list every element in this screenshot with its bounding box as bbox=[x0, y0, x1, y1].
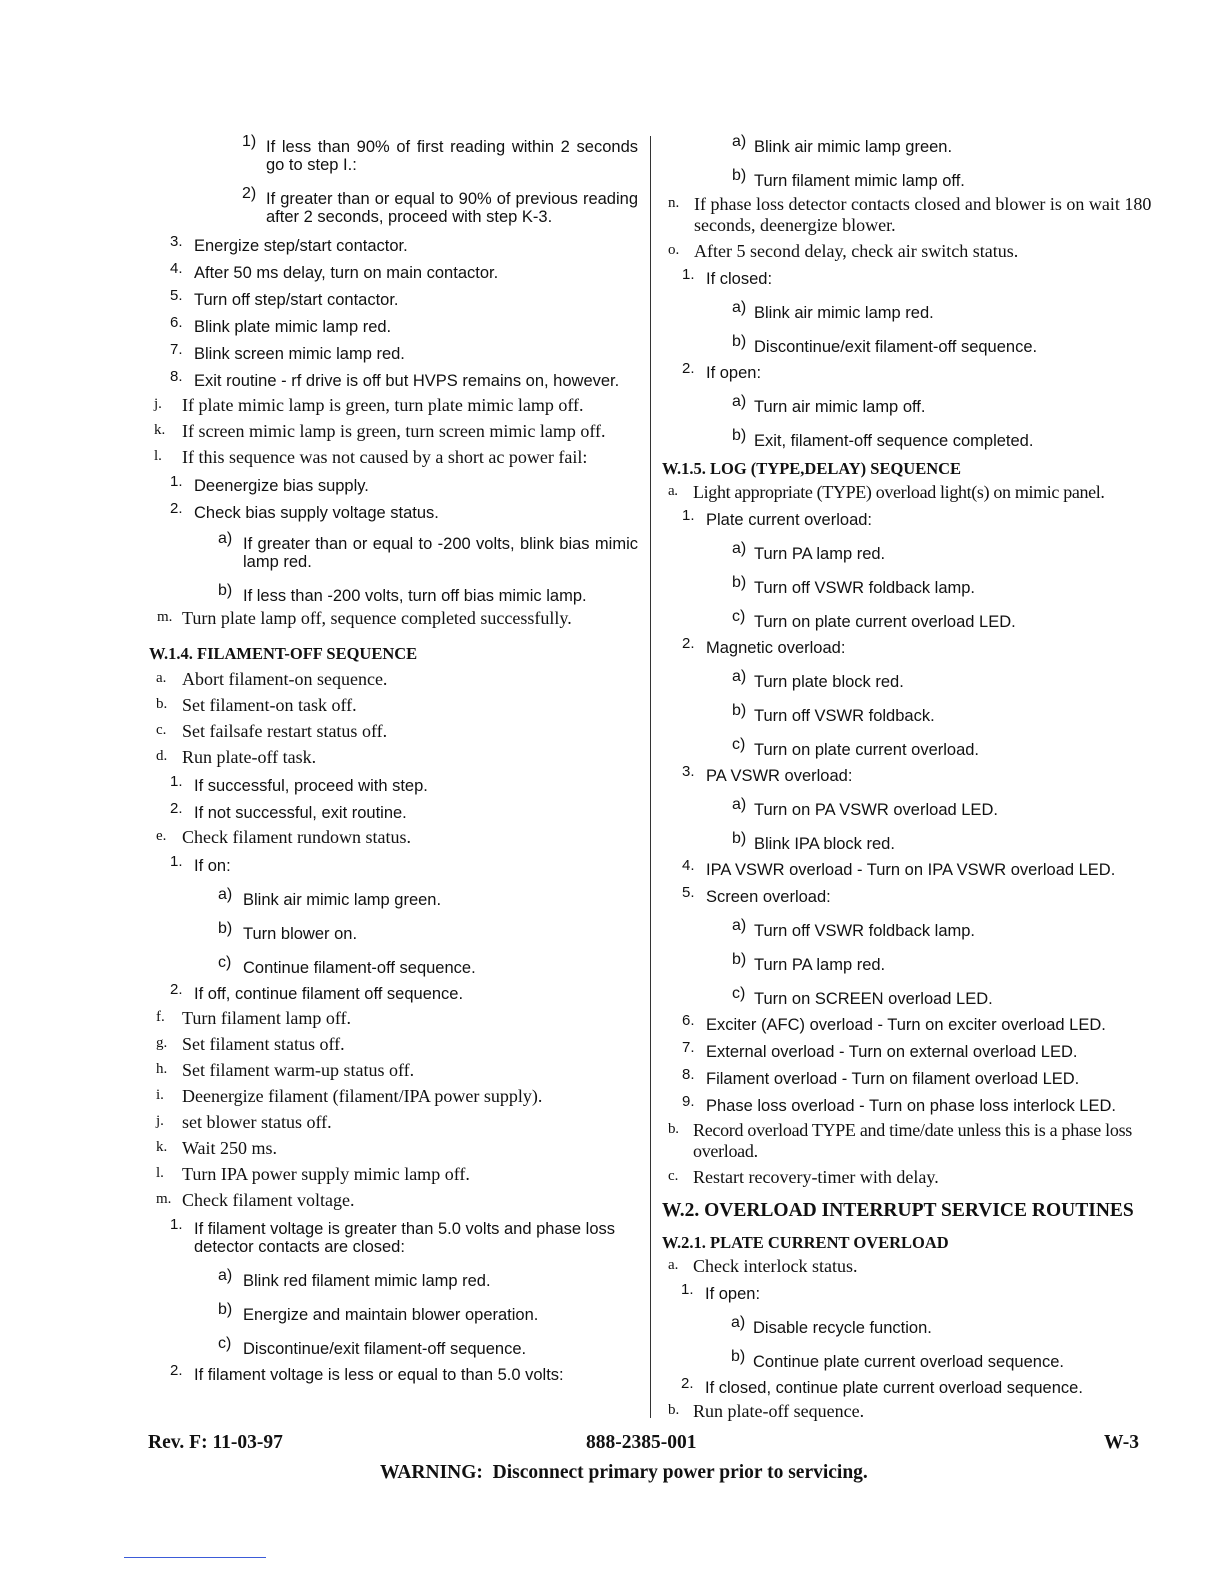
section-heading: W.1.4. FILAMENT-OFF SEQUENCE bbox=[149, 644, 418, 663]
list-item: a) Disable recycle function. bbox=[731, 1314, 932, 1337]
list-item: d. Run plate-off task. bbox=[156, 747, 317, 767]
warning-line: WARNING: Disconnect primary power prior to servicing. bbox=[380, 1462, 868, 1483]
list-item: 5. Screen overload: bbox=[682, 884, 831, 906]
list-item: 8. Filament overload - Turn on filament overload LED. bbox=[682, 1066, 1080, 1088]
list-item: 2. If not successful, exit routine. bbox=[170, 800, 407, 822]
list-item: e. Check filament rundown status. bbox=[156, 827, 411, 847]
list-item: 1. If successful, proceed with step. bbox=[170, 773, 428, 795]
list-item: l. Turn IPA power supply mimic lamp off. bbox=[156, 1164, 470, 1184]
section-heading: W.2. OVERLOAD INTERRUPT SERVICE ROUTINES bbox=[662, 1200, 1134, 1221]
list-item: 2) If greater than or equal to 90% of previous reading after 2 seconds, proceed with step K-3. bbox=[242, 185, 638, 226]
list-item: 1) If less than 90% of first reading within 2 seconds go to step I.: bbox=[242, 133, 638, 174]
section-heading: W.1.5. LOG (TYPE,DELAY) SEQUENCE bbox=[662, 459, 962, 478]
list-item: 7. External overload - Turn on external overload LED. bbox=[682, 1039, 1078, 1061]
list-item: 3. PA VSWR overload: bbox=[682, 763, 853, 785]
list-item: b) If less than -200 volts, turn off bias mimic lamp. bbox=[218, 582, 587, 605]
page-number: W-3 bbox=[1104, 1432, 1140, 1453]
scan-artifact-line bbox=[124, 1557, 266, 1558]
list-item: 5. Turn off step/start contactor. bbox=[170, 287, 399, 309]
list-item: b) Turn PA lamp red. bbox=[732, 951, 886, 974]
list-item: b) Discontinue/exit filament-off sequence. bbox=[732, 333, 1038, 356]
list-item: k. If screen mimic lamp is green, turn screen mimic lamp off. bbox=[154, 421, 606, 441]
list-item: j. set blower status off. bbox=[156, 1112, 332, 1132]
list-item: b) Blink IPA block red. bbox=[732, 830, 895, 853]
list-item: b) Turn off VSWR foldback lamp. bbox=[732, 574, 976, 597]
list-item: k. Wait 250 ms. bbox=[156, 1138, 278, 1158]
list-item: 1. If on: bbox=[170, 853, 231, 875]
list-item: c) Turn on plate current overload. bbox=[732, 736, 980, 759]
list-item: a) Turn air mimic lamp off. bbox=[732, 393, 926, 416]
list-item: l. If this sequence was not caused by a short ac power fail: bbox=[154, 447, 588, 467]
list-item: 1. Deenergize bias supply. bbox=[170, 473, 369, 495]
list-item: 3. Energize step/start contactor. bbox=[170, 233, 408, 255]
list-item: n. If phase loss detector contacts closed and blower is on wait 180 seconds, deenergize blower. bbox=[668, 194, 1152, 235]
list-item: f. Turn filament lamp off. bbox=[156, 1008, 351, 1028]
list-item: 2. Magnetic overload: bbox=[682, 635, 846, 657]
list-item: m. Check filament voltage. bbox=[156, 1190, 355, 1210]
list-item: 2. If open: bbox=[682, 360, 762, 382]
list-item: b) Turn filament mimic lamp off. bbox=[732, 167, 965, 190]
list-item: c. Set failsafe restart status off. bbox=[156, 721, 388, 741]
list-item: b. Run plate-off sequence. bbox=[668, 1401, 865, 1421]
list-item: a) Blink red filament mimic lamp red. bbox=[218, 1267, 491, 1290]
list-item: b) Energize and maintain blower operation. bbox=[218, 1301, 539, 1324]
list-item: c) Continue filament-off sequence. bbox=[218, 954, 476, 977]
revision-label: Rev. F: 11-03-97 bbox=[148, 1432, 283, 1453]
list-item: m. Turn plate lamp off, sequence completed successfully. bbox=[157, 608, 572, 628]
list-item: a) Turn plate block red. bbox=[732, 668, 904, 691]
list-item: a) Turn on PA VSWR overload LED. bbox=[732, 796, 998, 819]
list-item: a) Turn off VSWR foldback lamp. bbox=[732, 917, 976, 940]
list-item: j. If plate mimic lamp is green, turn plate mimic lamp off. bbox=[154, 395, 584, 415]
list-item: b. Record overload TYPE and time/date unless this is a phase loss overload. bbox=[668, 1120, 1132, 1161]
list-item: b) Turn blower on. bbox=[218, 920, 358, 943]
list-item: h. Set filament warm-up status off. bbox=[156, 1060, 415, 1080]
list-item: a) Blink air mimic lamp red. bbox=[732, 299, 934, 322]
part-number: 888-2385-001 bbox=[586, 1432, 697, 1453]
list-item: a. Abort filament-on sequence. bbox=[156, 669, 388, 689]
list-item: c. Restart recovery-timer with delay. bbox=[668, 1167, 939, 1187]
list-item: 1. If closed: bbox=[682, 266, 773, 288]
list-item: a) Turn PA lamp red. bbox=[732, 540, 886, 563]
list-item: b. Set filament-on task off. bbox=[156, 695, 357, 715]
section-heading: W.2.1. PLATE CURRENT OVERLOAD bbox=[662, 1233, 949, 1252]
list-item: c) Turn on SCREEN overload LED. bbox=[732, 985, 993, 1008]
list-item: 4. After 50 ms delay, turn on main contactor. bbox=[170, 260, 499, 282]
list-item: b) Turn off VSWR foldback. bbox=[732, 702, 935, 725]
list-item: 1. Plate current overload: bbox=[682, 507, 873, 529]
list-item: b) Continue plate current overload sequence. bbox=[731, 1348, 1064, 1371]
list-item: c) Discontinue/exit filament-off sequence. bbox=[218, 1335, 527, 1358]
list-item: a. Light appropriate (TYPE) overload light(s) on mimic panel. bbox=[668, 482, 1105, 502]
list-item: a) If greater than or equal to -200 volts, blink bias mimic lamp red. bbox=[218, 530, 638, 571]
right-column bbox=[662, 133, 1152, 1422]
list-item: 2. If off, continue filament off sequence. bbox=[170, 981, 464, 1003]
list-item: 2. If closed, continue plate current overload sequence. bbox=[681, 1375, 1083, 1397]
list-item: 2. Check bias supply voltage status. bbox=[170, 500, 439, 522]
list-item: 1. If filament voltage is greater than 5.0 volts and phase loss detector contacts are closed: bbox=[170, 1216, 615, 1256]
column-divider bbox=[650, 136, 651, 1418]
list-item: a. Check interlock status. bbox=[668, 1256, 858, 1276]
list-item: 6. Blink plate mimic lamp red. bbox=[170, 314, 392, 336]
list-item: g. Set filament status off. bbox=[156, 1034, 345, 1054]
list-item: 2. If filament voltage is less or equal to than 5.0 volts: bbox=[170, 1362, 564, 1384]
list-item: 6. Exciter (AFC) overload - Turn on exciter overload LED. bbox=[682, 1012, 1106, 1034]
list-item: 4. IPA VSWR overload - Turn on IPA VSWR overload LED. bbox=[682, 857, 1116, 879]
list-item: c) Turn on plate current overload LED. bbox=[732, 608, 1016, 631]
list-item: i. Deenergize filament (filament/IPA power supply). bbox=[156, 1086, 543, 1106]
list-item: 8. Exit routine - rf drive is off but HVPS remains on, however. bbox=[170, 368, 620, 390]
left-column bbox=[146, 133, 640, 1384]
list-item: o. After 5 second delay, check air switch status. bbox=[668, 241, 1019, 261]
list-item: a) Blink air mimic lamp green. bbox=[218, 886, 442, 909]
list-item: 7. Blink screen mimic lamp red. bbox=[170, 341, 405, 363]
list-item: 9. Phase loss overload - Turn on phase loss interlock LED. bbox=[682, 1093, 1116, 1115]
list-item: a) Blink air mimic lamp green. bbox=[732, 133, 953, 156]
list-item: b) Exit, filament-off sequence completed. bbox=[732, 427, 1034, 450]
list-item: 1. If open: bbox=[681, 1281, 761, 1303]
